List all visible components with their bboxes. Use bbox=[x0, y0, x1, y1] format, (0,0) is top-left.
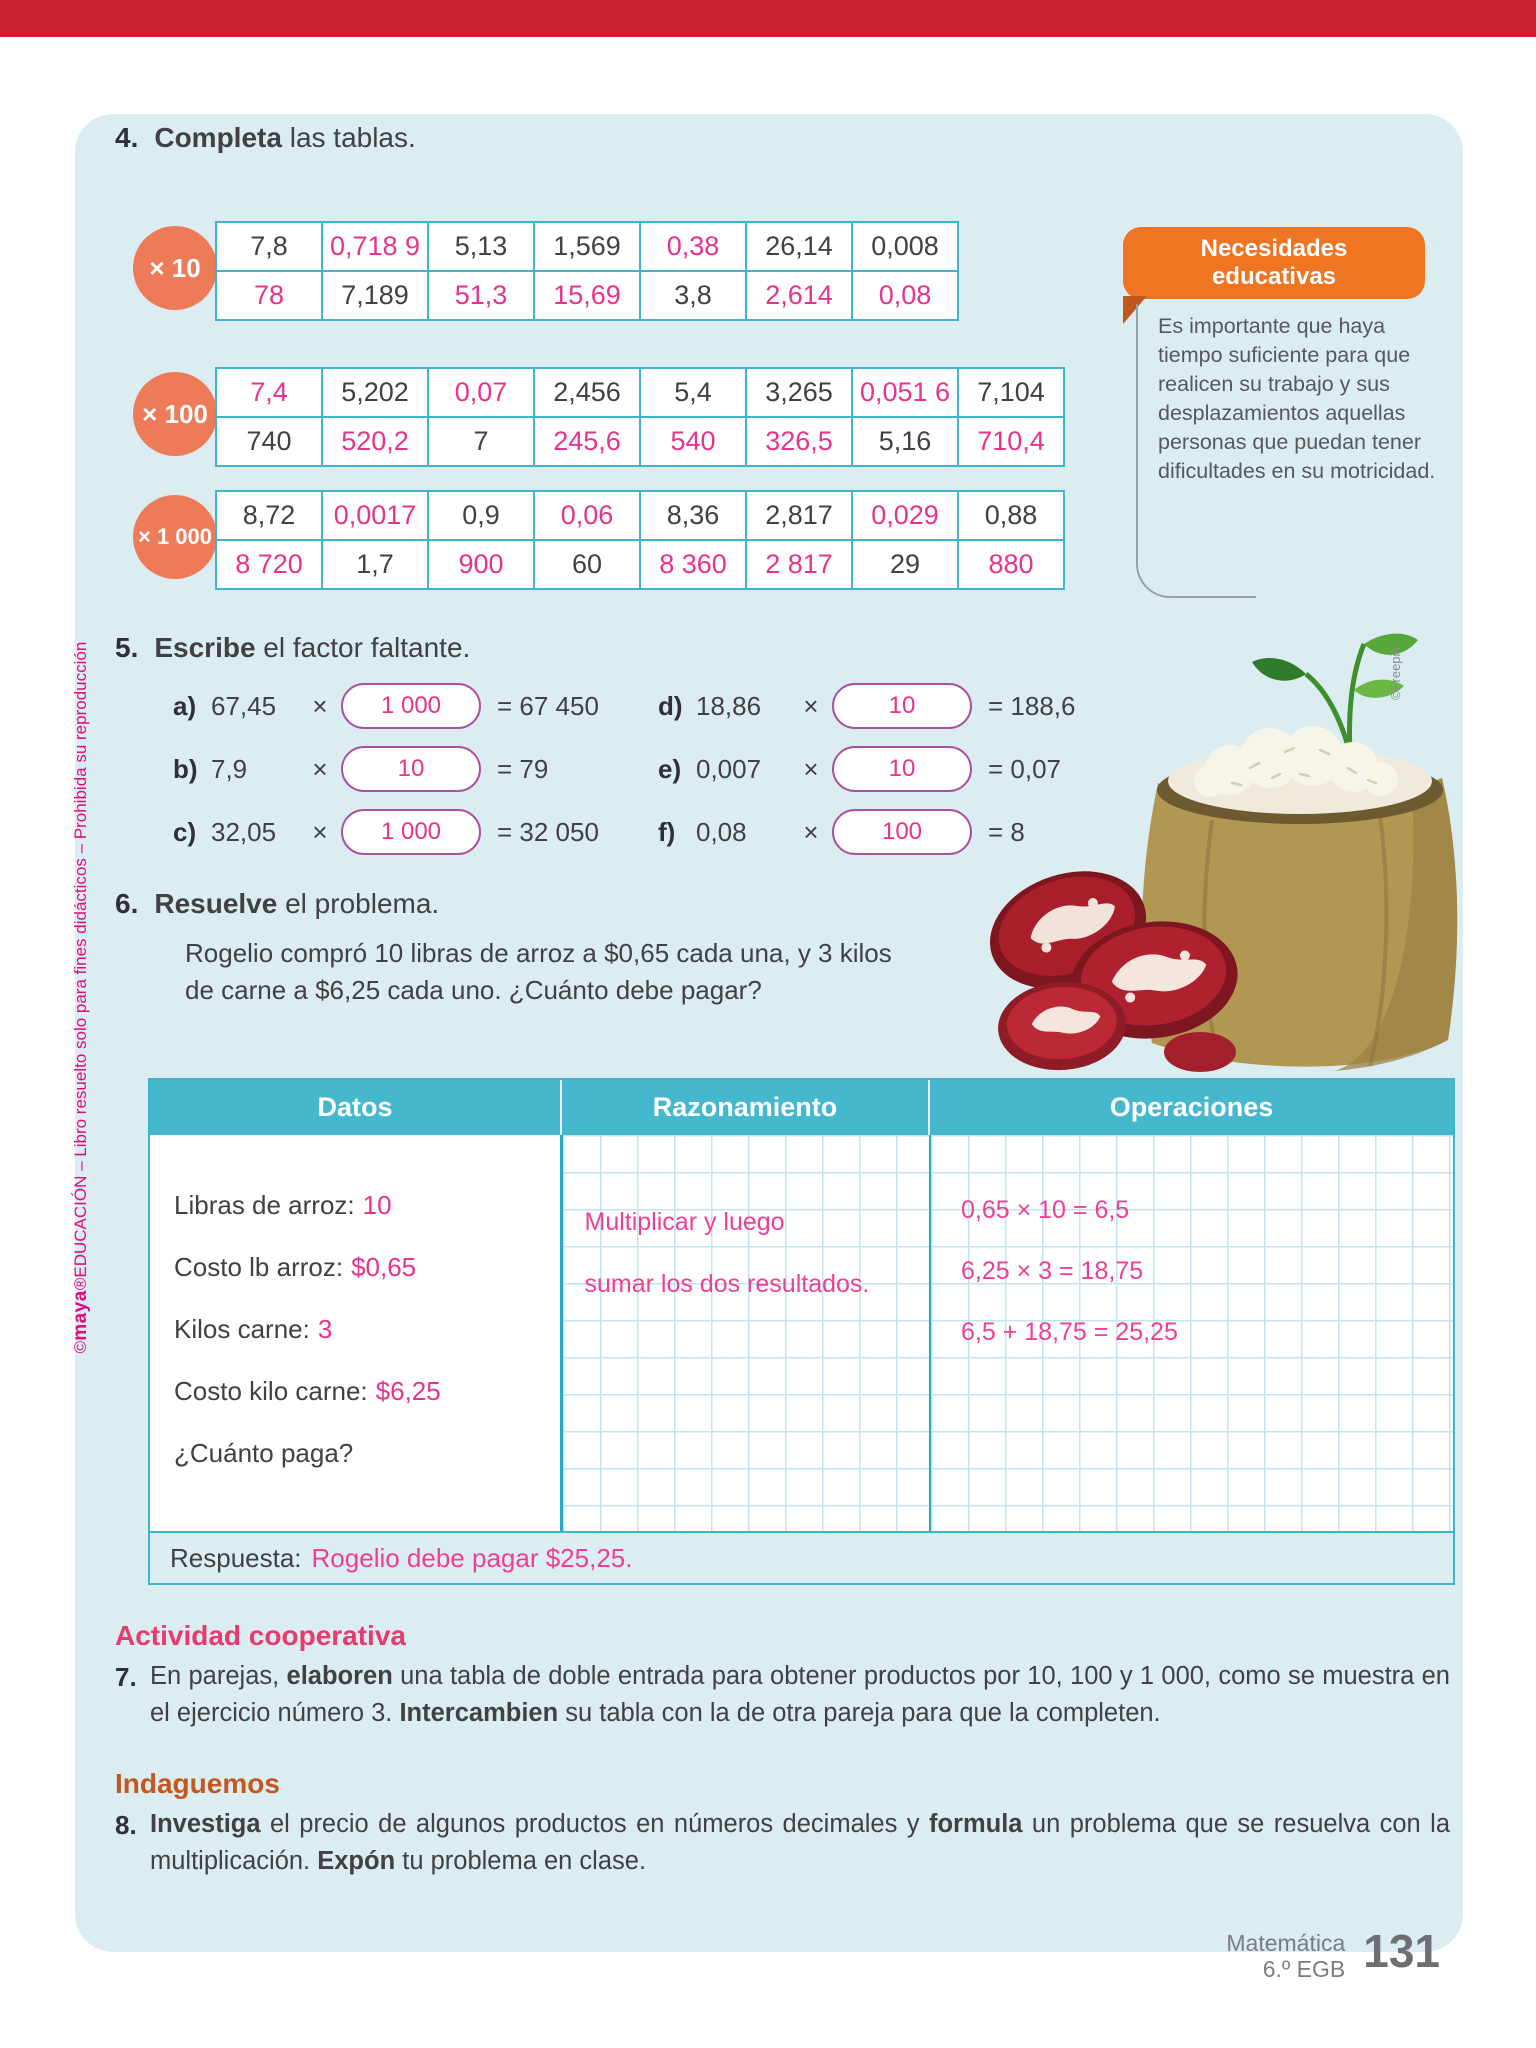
item-8-text bbox=[150, 1806, 1450, 1880]
razonamiento-column bbox=[563, 1135, 929, 1531]
page-number: 131 bbox=[1363, 1925, 1440, 1977]
handwritten-line: 6,5 + 18,75 = 25,25 bbox=[961, 1318, 1178, 1346]
table-cell-answer: 15,69 bbox=[534, 271, 640, 320]
publisher-logo-text: maya bbox=[70, 1290, 91, 1341]
header-operaciones: Operaciones bbox=[1109, 1092, 1274, 1122]
text-segment: el precio de algunos productos en números decimales y bbox=[260, 1810, 929, 1838]
factor-circle-x1000 bbox=[133, 495, 217, 579]
table-cell-answer: 8 360 bbox=[640, 540, 746, 589]
factor-label: × 100 bbox=[142, 398, 208, 429]
exercise-4-heading bbox=[115, 122, 416, 154]
missing-factor: 100 bbox=[881, 818, 923, 845]
table-cell-answer: 540 bbox=[640, 417, 746, 466]
callout-body-text: Es importante que haya tiempo suficiente para que realicen su trabajo y sus desplazamientos aquellas personas que puedan tener dificultades en su motricidad. bbox=[1158, 314, 1436, 483]
item-value: 7,9 bbox=[211, 753, 248, 784]
text-segment: Intercambien bbox=[399, 1699, 559, 1727]
factor-item-c bbox=[173, 809, 599, 855]
exercise-verb: Completa bbox=[154, 122, 282, 153]
table-cell-answer: 7,4 bbox=[216, 368, 322, 417]
callout-title bbox=[1123, 227, 1425, 299]
table-row bbox=[216, 222, 958, 271]
table-cell-given: 7 bbox=[428, 417, 534, 466]
table-cell-given: 1,7 bbox=[322, 540, 428, 589]
footer-subject bbox=[1226, 1930, 1345, 1982]
respuesta-label: Respuesta: bbox=[170, 1542, 302, 1573]
text-segment: elaboren bbox=[286, 1662, 393, 1690]
header-razonamiento: Razonamiento bbox=[652, 1092, 838, 1122]
item-result: = 32 050 bbox=[497, 816, 599, 847]
page-footer bbox=[1096, 1925, 1440, 1982]
item-value: 67,45 bbox=[211, 690, 277, 721]
multiplication-table-x1000 bbox=[215, 490, 1065, 590]
copyright-symbol: © bbox=[71, 1340, 90, 1354]
table-cell-given: 8,36 bbox=[640, 491, 746, 540]
item-result: = 188,6 bbox=[988, 690, 1076, 721]
item-8-number: 8. bbox=[115, 1810, 137, 1840]
missing-factor: 10 bbox=[397, 755, 425, 782]
datos-value: $6,25 bbox=[375, 1376, 441, 1406]
table-cell-answer: 0,38 bbox=[640, 222, 746, 271]
datos-line bbox=[174, 1252, 560, 1282]
missing-factor: 1 000 bbox=[380, 818, 442, 845]
datos-label: Kilos carne: bbox=[174, 1314, 310, 1344]
exercise-verb: Resuelve bbox=[154, 888, 278, 919]
table-cell-answer: 2 817 bbox=[746, 540, 852, 589]
problem-statement-line2: de carne a $6,25 cada uno. ¿Cuánto debe pagar? bbox=[185, 975, 762, 1005]
datos-line bbox=[174, 1376, 560, 1406]
datos-column bbox=[150, 1135, 560, 1531]
multiplication-table-x100 bbox=[215, 367, 1065, 467]
solution-table-body bbox=[150, 1135, 1453, 1531]
item-letter: d) bbox=[658, 690, 683, 721]
table-cell-answer: 900 bbox=[428, 540, 534, 589]
missing-factor: 10 bbox=[888, 755, 916, 782]
table-cell-answer: 0,06 bbox=[534, 491, 640, 540]
table-cell-answer: 326,5 bbox=[746, 417, 852, 466]
exercise-number: 4. bbox=[115, 122, 139, 153]
datos-label: ¿Cuánto paga? bbox=[174, 1438, 354, 1468]
item-7-text bbox=[150, 1658, 1450, 1732]
callout-title-line2: educativas bbox=[1211, 263, 1337, 290]
table-cell-given: 29 bbox=[852, 540, 958, 589]
table-cell-answer: 880 bbox=[958, 540, 1064, 589]
table-cell-answer: 0,718 9 bbox=[322, 222, 428, 271]
text-segment: Expón bbox=[317, 1847, 396, 1875]
item-value: 0,08 bbox=[696, 816, 747, 847]
table-cell-given: 1,569 bbox=[534, 222, 640, 271]
table-cell-given: 0,008 bbox=[852, 222, 958, 271]
times-symbol: × bbox=[312, 816, 328, 847]
answer-pill bbox=[341, 746, 481, 792]
factor-label: × 10 bbox=[149, 252, 201, 283]
respuesta-value: Rogelio debe pagar $25,25. bbox=[311, 1542, 633, 1573]
table-cell-given: 0,88 bbox=[958, 491, 1064, 540]
exercise-6-heading bbox=[115, 888, 439, 920]
table-cell-given: 3,8 bbox=[640, 271, 746, 320]
text-segment: una tabla de doble entrada para obtener productos por 10, 100 y 1 000, como se muestra en el ejercicio número 3. bbox=[150, 1662, 1450, 1727]
operaciones-column bbox=[931, 1135, 1453, 1531]
datos-line bbox=[174, 1190, 560, 1220]
table-cell-answer: 0,08 bbox=[852, 271, 958, 320]
image-credit: ©Freepik bbox=[1388, 647, 1403, 700]
factor-item-a bbox=[173, 683, 599, 729]
spine-rest-text: ®EDUCACIÓN – Libro resuelto solo para fines didácticos – Prohibida su reproducción bbox=[71, 641, 90, 1291]
exercise-rest: el problema. bbox=[277, 888, 440, 919]
callout-title-line1: Necesidades bbox=[1200, 235, 1348, 263]
activity-heading: Actividad cooperativa bbox=[115, 1620, 406, 1651]
factor-circle-x10 bbox=[133, 226, 217, 310]
table-row bbox=[216, 368, 1064, 417]
table-cell-given: 7,8 bbox=[216, 222, 322, 271]
times-symbol: × bbox=[312, 690, 328, 721]
table-cell-answer: 520,2 bbox=[322, 417, 428, 466]
datos-label: Costo kilo carne: bbox=[174, 1376, 368, 1406]
table-cell-answer: 0,0017 bbox=[322, 491, 428, 540]
answer-pill bbox=[341, 683, 481, 729]
table-cell-answer: 8 720 bbox=[216, 540, 322, 589]
datos-value: 10 bbox=[362, 1190, 392, 1220]
header-datos: Datos bbox=[317, 1092, 393, 1122]
respuesta-row bbox=[150, 1531, 1453, 1583]
datos-value: $0,65 bbox=[351, 1252, 417, 1282]
table-cell-given: 60 bbox=[534, 540, 640, 589]
table-cell-answer: 51,3 bbox=[428, 271, 534, 320]
table-cell-given: 7,104 bbox=[958, 368, 1064, 417]
exercise-rest: las tablas. bbox=[281, 122, 416, 153]
datos-value: 3 bbox=[317, 1314, 333, 1344]
datos-label: Costo lb arroz: bbox=[174, 1252, 344, 1282]
table-cell-given: 5,13 bbox=[428, 222, 534, 271]
multiplication-table-x10 bbox=[215, 221, 959, 321]
item-result: = 79 bbox=[497, 753, 549, 784]
factor-item-b bbox=[173, 746, 548, 792]
item-result: = 67 450 bbox=[497, 690, 599, 721]
item-value: 18,86 bbox=[696, 690, 762, 721]
table-row bbox=[216, 540, 1064, 589]
table-cell-answer: 78 bbox=[216, 271, 322, 320]
item-value: 0,007 bbox=[696, 753, 762, 784]
answer-pill bbox=[341, 809, 481, 855]
text-segment: tu problema en clase. bbox=[395, 1847, 647, 1875]
table-cell-given: 0,9 bbox=[428, 491, 534, 540]
table-cell-given: 5,202 bbox=[322, 368, 428, 417]
item-letter: e) bbox=[658, 753, 682, 784]
times-symbol: × bbox=[803, 816, 819, 847]
table-cell-given: 3,265 bbox=[746, 368, 852, 417]
top-red-bar bbox=[0, 0, 1536, 37]
datos-line bbox=[174, 1438, 560, 1468]
missing-factor: 1 000 bbox=[380, 692, 442, 719]
table-cell-given: 2,456 bbox=[534, 368, 640, 417]
datos-line bbox=[174, 1314, 560, 1344]
rice-and-meat-illustration bbox=[950, 628, 1462, 1078]
table-cell-given: 2,817 bbox=[746, 491, 852, 540]
table-cell-answer: 0,07 bbox=[428, 368, 534, 417]
inquiry-heading: Indaguemos bbox=[115, 1768, 280, 1799]
exercise-verb: Escribe bbox=[154, 632, 256, 663]
handwritten-line: 6,25 × 3 = 18,75 bbox=[961, 1257, 1144, 1285]
factor-label: × 1 000 bbox=[137, 524, 212, 549]
factor-circle-x100 bbox=[133, 372, 217, 456]
handwritten-line: Multiplicar y luego bbox=[584, 1208, 785, 1236]
table-cell-given: 5,4 bbox=[640, 368, 746, 417]
times-symbol: × bbox=[803, 753, 819, 784]
text-segment: Investiga bbox=[150, 1810, 261, 1838]
spine-copyright-text bbox=[70, 425, 92, 1570]
footer-grade: 6.º EGB bbox=[1262, 1956, 1346, 1982]
datos-label: Libras de arroz: bbox=[174, 1190, 355, 1220]
table-row bbox=[216, 491, 1064, 540]
handwritten-line: sumar los dos resultados. bbox=[584, 1270, 870, 1298]
table-cell-answer: 2,614 bbox=[746, 271, 852, 320]
footer-subject-name: Matemática bbox=[1226, 1930, 1346, 1956]
times-symbol: × bbox=[803, 690, 819, 721]
text-segment: un problema que se resuelva con la multiplicación. bbox=[150, 1810, 1450, 1875]
table-cell-given: 740 bbox=[216, 417, 322, 466]
text-segment: su tabla con la de otra pareja para que la completen. bbox=[558, 1699, 1161, 1727]
item-letter: f) bbox=[658, 816, 676, 847]
table-cell-answer: 710,4 bbox=[958, 417, 1064, 466]
exercise-number: 6. bbox=[115, 888, 139, 919]
table-cell-given: 5,16 bbox=[852, 417, 958, 466]
exercise-number: 5. bbox=[115, 632, 139, 663]
table-row bbox=[216, 271, 958, 320]
item-result: = 0,07 bbox=[988, 753, 1062, 784]
item-result: = 8 bbox=[988, 816, 1025, 847]
exercise-5-heading bbox=[115, 632, 470, 664]
item-letter: c) bbox=[173, 816, 197, 847]
text-segment: formula bbox=[928, 1810, 1023, 1838]
times-symbol: × bbox=[312, 753, 328, 784]
text-segment: En parejas, bbox=[150, 1662, 287, 1690]
exercise-rest: el factor faltante. bbox=[255, 632, 471, 663]
table-cell-answer: 245,6 bbox=[534, 417, 640, 466]
item-letter: b) bbox=[173, 753, 198, 784]
table-cell-given: 8,72 bbox=[216, 491, 322, 540]
table-cell-given: 7,189 bbox=[322, 271, 428, 320]
solution-table bbox=[148, 1078, 1455, 1585]
problem-statement-line1: Rogelio compró 10 libras de arroz a $0,65 cada una, y 3 kilos bbox=[185, 938, 892, 968]
item-7-number: 7. bbox=[115, 1662, 137, 1692]
item-value: 32,05 bbox=[211, 816, 277, 847]
solution-table-header bbox=[150, 1080, 1453, 1135]
table-cell-given: 26,14 bbox=[746, 222, 852, 271]
table-cell-answer: 0,051 6 bbox=[852, 368, 958, 417]
handwritten-line: 0,65 × 10 = 6,5 bbox=[961, 1196, 1130, 1224]
table-row bbox=[216, 417, 1064, 466]
item-letter: a) bbox=[173, 690, 197, 721]
missing-factor: 10 bbox=[888, 692, 916, 719]
table-cell-answer: 0,029 bbox=[852, 491, 958, 540]
